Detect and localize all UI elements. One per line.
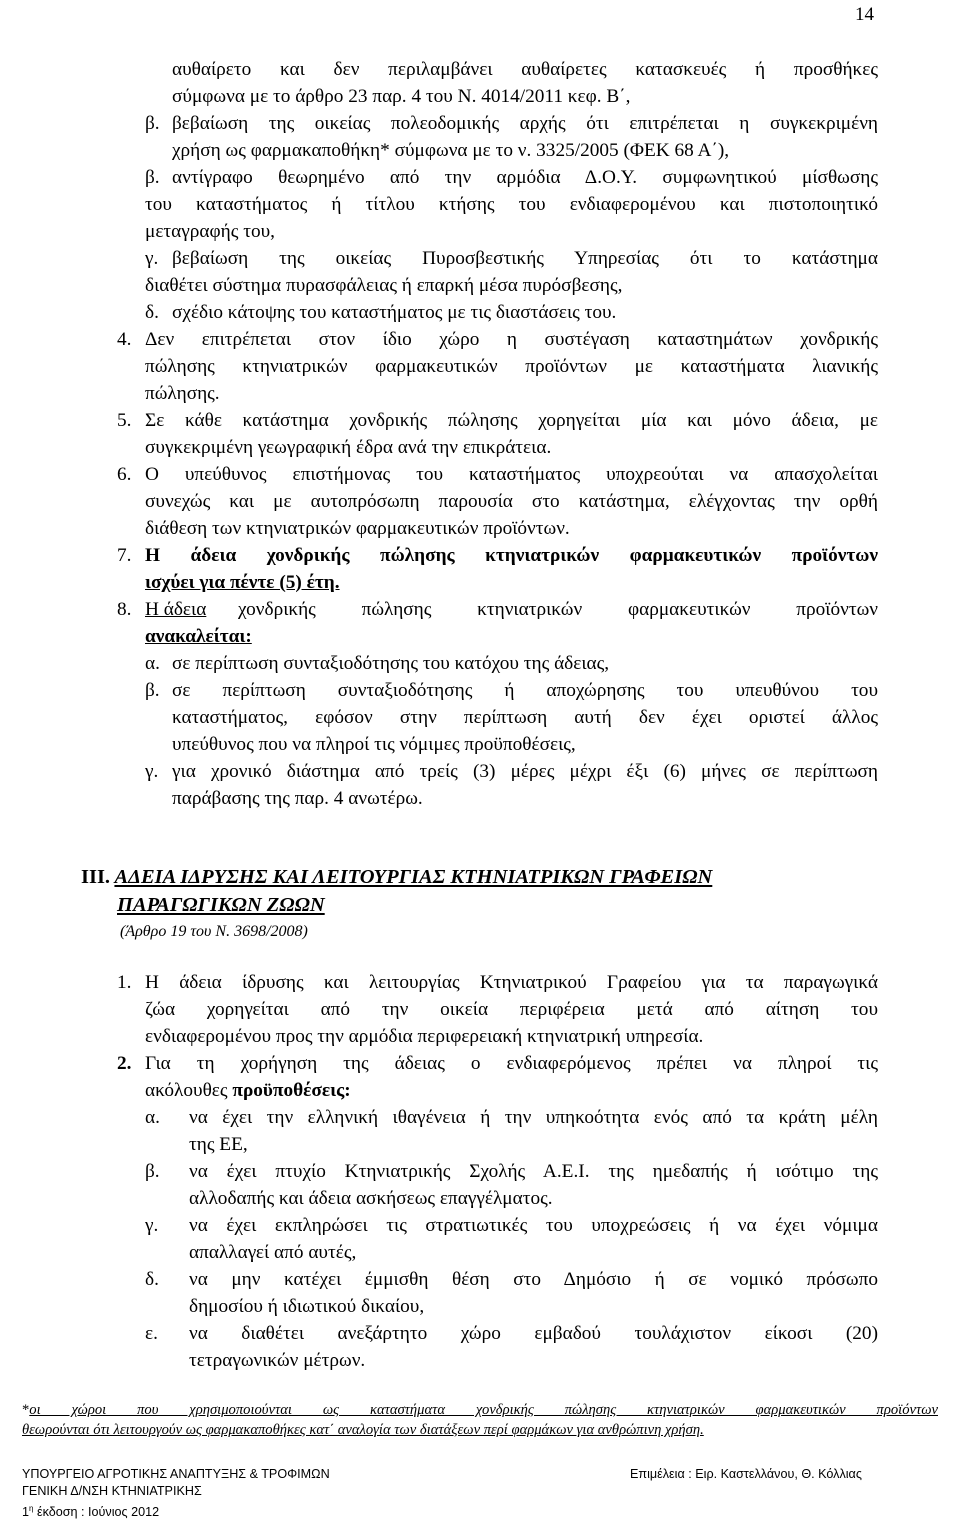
- item-number: 8.: [117, 599, 132, 620]
- item-number: 4.: [117, 329, 132, 350]
- text-line: σε περίπτωση συνταξιοδότησης ή αποχώρησης του υπευθύνου του: [172, 680, 878, 701]
- text-line: να μην κατέχει έμμισθη θέση στο Δημόσιο ή σε νομικό πρόσωπο: [189, 1269, 878, 1290]
- footer-directorate: ΓΕΝΙΚΗ Δ/ΝΣΗ ΚΤΗΝΙΑΤΡΙΚΗΣ: [22, 1484, 202, 1498]
- item-number: 7.: [117, 545, 132, 566]
- item-number: 6.: [117, 464, 132, 485]
- text-span-bold: προϋποθέσεις:: [232, 1080, 351, 1101]
- text-line-bold: Η άδεια χονδρικής πώλησης κτηνιατρικών φαρμακευτικών προϊόντων: [145, 545, 878, 566]
- item-number: 1.: [117, 972, 132, 993]
- text-line: Ο υπεύθυνος επιστήμονας του καταστήματος υποχρεούται να απασχολείται: [145, 464, 878, 485]
- text-line: βεβαίωση της οικείας πολεοδομικής αρχής ότι επιτρέπεται η συγκεκριμένη: [172, 113, 878, 134]
- section-subtitle: (Άρθρο 19 του Ν. 3698/2008): [120, 923, 308, 940]
- text-line: διαθέτει σύστημα πυρασφάλειας ή επαρκή μέσα πυρόσβεσης,: [145, 275, 623, 296]
- list-label: β.: [145, 680, 160, 701]
- text-line: [145, 1077, 351, 1104]
- footer-edition: [22, 1500, 330, 1521]
- text-line: Για τη χορήγηση της άδειας ο ενδιαφερόμενος πρέπει να πληροί τις: [145, 1053, 878, 1074]
- footnote-text: οι χώροι που χρησιμοποιούνται ως καταστήματα χονδρικής πώλησης κτηνιατρικών φαρμακευτικών προϊόντων: [29, 1402, 938, 1418]
- text-line: πώλησης κτηνιατρικών φαρμακευτικών προϊόντων με καταστήματα λιανικής: [145, 356, 878, 377]
- list-label: β.: [145, 113, 160, 134]
- list-label: β.: [145, 167, 160, 188]
- text-line: καταστήματος, εφόσον στην περίπτωση αυτή δεν έχει οριστεί άλλος: [172, 707, 878, 728]
- footer-edition-num: 1: [22, 1505, 30, 1520]
- section-title-line-2: ΠΑΡΑΓΩΓΙΚΩΝ ΖΩΩΝ: [117, 894, 325, 916]
- text-line: απαλλαγεί από αυτές,: [189, 1242, 357, 1263]
- text-line: αντίγραφο θεωρημένο από την αρμόδια Δ.Ο.Υ. συμφωνητικού μίσθωσης: [172, 167, 878, 188]
- text-line: για χρονικό διάστημα από τρείς (3) μέρες μέχρι έξι (6) μήνες σε περίπτωση: [172, 761, 878, 782]
- footer-left: [22, 1466, 330, 1521]
- list-label: α.: [145, 1107, 160, 1128]
- list-label: γ.: [145, 1215, 159, 1236]
- footnote-star: *: [22, 1402, 30, 1418]
- text-line: σε περίπτωση συνταξιοδότησης του κατόχου της άδειας,: [172, 653, 610, 674]
- text-line: Η άδεια ίδρυσης και λειτουργίας Κτηνιατρικού Γραφείου για τα παραγωγικά: [145, 972, 878, 993]
- text-line: να έχει την ελληνική ιθαγένεια ή την υπηκοότητα ενός από τα κράτη μέλη: [189, 1107, 878, 1128]
- list-label: ε.: [145, 1323, 158, 1344]
- text-underlined: Η άδεια: [145, 599, 207, 620]
- text-line: της ΕΕ,: [189, 1134, 248, 1155]
- section-number: ΙΙΙ.: [81, 866, 111, 888]
- list-label: γ.: [145, 761, 159, 782]
- text-line: ζώα χορηγείται από την οικεία περιφέρεια μετά από αίτηση του: [145, 999, 878, 1020]
- list-label: δ.: [145, 302, 159, 323]
- list-label: α.: [145, 653, 160, 674]
- footer-edition-text: έκδοση : Ιούνιος 2012: [33, 1505, 160, 1520]
- list-label: γ.: [145, 248, 159, 269]
- text-line: σχέδιο κάτοψης του καταστήματος με τις διαστάσεις του.: [172, 302, 617, 323]
- text-line: υπεύθυνος που να πληροί τις νόμιμες προϋποθέσεις,: [172, 734, 576, 755]
- footnote-line: [22, 1400, 938, 1420]
- footer-ministry: ΥΠΟΥΡΓΕΙΟ ΑΓΡΟΤΙΚΗΣ ΑΝΑΠΤΥΞΗΣ & ΤΡΟΦΙΜΩΝ: [22, 1467, 330, 1481]
- list-label: β.: [145, 1161, 160, 1182]
- text-line: ενδιαφερομένου προς την αρμόδια περιφερειακή κτηνιατρική υπηρεσία.: [145, 1026, 704, 1047]
- text-line-bold-underlined: ισχύει για πέντε (5) έτη.: [145, 572, 340, 593]
- text-line: βεβαίωση της οικείας Πυροσβεστικής Υπηρεσίας ότι το κατάστημα: [172, 248, 878, 269]
- text-line: να έχει πτυχίο Κτηνιατρικής Σχολής Α.Ε.Ι. της ημεδαπής ή ισότιμο της: [189, 1161, 878, 1182]
- text-line: συνεχώς και με αυτοπρόσωπη παρουσία στο κατάστημα, ελέγχοντας την ορθή: [145, 491, 878, 512]
- footnote-line: θεωρούνται ότι λειτουργούν ως φαρμακαποθήκες κατ΄ αναλογία των διατάξεων περί φαρμάκων για ανθρώπινη χρήση.: [22, 1422, 704, 1438]
- text-line: Σε κάθε κατάστημα χονδρικής πώλησης χορηγείται μία και μόνο άδεια, με: [145, 410, 878, 431]
- text-line: μεταγραφής του,: [145, 221, 275, 242]
- item-number: 2.: [117, 1053, 132, 1074]
- text-line: αυθαίρετο και δεν περιλαμβάνει αυθαίρετες κατασκευές ή προσθήκες: [172, 59, 878, 80]
- text-line: χρήση ως φαρμακαποθήκη* σύμφωνα με το ν. 3325/2005 (ΦΕΚ 68 Α΄),: [172, 140, 730, 161]
- section-heading: [81, 866, 712, 889]
- item-number: 5.: [117, 410, 132, 431]
- text-line: παράβασης της παρ. 4 ανωτέρω.: [172, 788, 423, 809]
- text-line: τετραγωνικών μέτρων.: [189, 1350, 366, 1371]
- page-number: 14: [855, 4, 874, 25]
- text-line: δημοσίου ή ιδιωτικού δικαίου,: [189, 1296, 425, 1317]
- text-line: διάθεση των κτηνιατρικών φαρμακευτικών προϊόντων.: [145, 518, 570, 539]
- text-line: να διαθέτει ανεξάρτητο χώρο εμβαδού τουλάχιστον είκοσι (20): [189, 1323, 878, 1344]
- text-line: συγκεκριμένη γεωγραφική έδρα ανά την επικράτεια.: [145, 437, 552, 458]
- section-title-line-1: ΑΔΕΙΑ ΙΔΡΥΣΗΣ ΚΑΙ ΛΕΙΤΟΥΡΓΙΑΣ ΚΤΗΝΙΑΤΡΙΚΩΝ ΓΡΑΦΕΙΩΝ: [114, 866, 713, 888]
- text-line: σύμφωνα με το άρθρο 23 παρ. 4 του Ν. 4014/2011 κεφ. Β΄,: [172, 86, 631, 107]
- text-line: να έχει εκπληρώσει τις στρατιωτικές του υποχρεώσεις ή να έχει νόμιμα: [189, 1215, 878, 1236]
- text-line: Δεν επιτρέπεται στον ίδιο χώρο η συστέγαση καταστημάτων χονδρικής: [145, 329, 878, 350]
- text-line-bold-underlined: ανακαλείται:: [145, 626, 252, 647]
- footer-edition-sup: η: [29, 1504, 34, 1513]
- text-line: χονδρικής πώλησης κτηνιατρικών φαρμακευτικών προϊόντων: [238, 599, 878, 620]
- footnote: [22, 1400, 938, 1440]
- text-line: του καταστήματος ή τίτλου κτήσης του ενδιαφερομένου και πιστοποιητικό: [145, 194, 878, 215]
- text-line: πώλησης.: [145, 383, 220, 404]
- list-label: δ.: [145, 1269, 159, 1290]
- footer-editors: Επιμέλεια : Ειρ. Καστελλάνου, Θ. Κόλλιας: [630, 1467, 862, 1481]
- text-span: ακόλουθες: [145, 1080, 228, 1101]
- text-line: αλλοδαπής και άδεια ασκήσεως επαγγέλματος.: [189, 1188, 553, 1209]
